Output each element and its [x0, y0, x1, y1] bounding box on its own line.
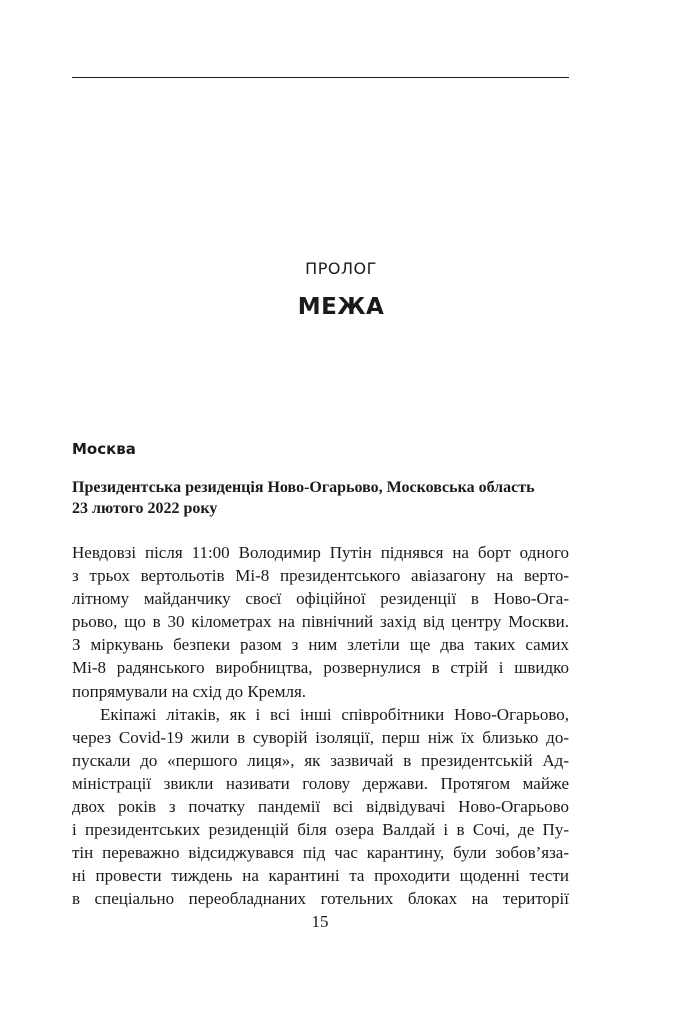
body-line: ні провести тиждень на карантині та проходити щоденні тести: [72, 866, 569, 886]
section-place: Москва: [72, 440, 136, 458]
dateline-location: Президентська резиденція Ново-Огарьово, Московська область: [72, 479, 535, 496]
chapter-title: МЕЖА: [297, 294, 385, 320]
body-line: літному майданчику своєї офіційної резиденції в Ново-Ога-: [72, 589, 569, 609]
body-line: Мі-8 радянського виробництва, розвернулися в стрій і швидко: [72, 658, 569, 678]
body-line: двох років з початку пандемії всі відвідувачі Ново-Огарьово: [72, 797, 569, 817]
page-number: 15: [311, 912, 329, 931]
body-line: і президентських резиденцій біля озера Валдай і в Сочі, де Пу-: [72, 820, 569, 840]
body-line: З міркувань безпеки разом з ним злетіли ще два таких самих: [72, 635, 569, 655]
body-line: з трьох вертольотів Мі-8 президентського авіазагону на верто-: [72, 566, 569, 586]
body-text: [72, 541, 569, 911]
body-line: міністрації звикли називати голову держави. Протягом майже: [72, 773, 569, 793]
body-line: рьово, що в 30 кілометрах на північний захід від центру Москви.: [72, 612, 569, 632]
dateline-date: 23 лютого 2022 року: [72, 500, 218, 517]
body-line: тін переважно відсиджувався під час карантину, були зобов’яза-: [72, 843, 569, 863]
header-rule: [72, 77, 569, 78]
body-line: пускали до «першого лиця», як зазвичай в президентській Ад-: [72, 750, 569, 770]
body-line: Невдовзі після 11:00 Володимир Путін піднявся на борт одного: [72, 543, 569, 562]
body-line: Екіпажі літаків, як і всі інші співробітники Ново-Огарьово,: [100, 704, 569, 724]
body-line: в спеціально переобладнаних готельних блоках на території: [72, 889, 569, 909]
body-line: попрямували на схід до Кремля.: [72, 681, 307, 701]
dateline: [72, 477, 592, 519]
chapter-kicker: ПРОЛОГ: [305, 259, 377, 278]
body-line: через Covid-19 жили в суворій ізоляції, перш ніж їх близько до-: [72, 727, 569, 747]
